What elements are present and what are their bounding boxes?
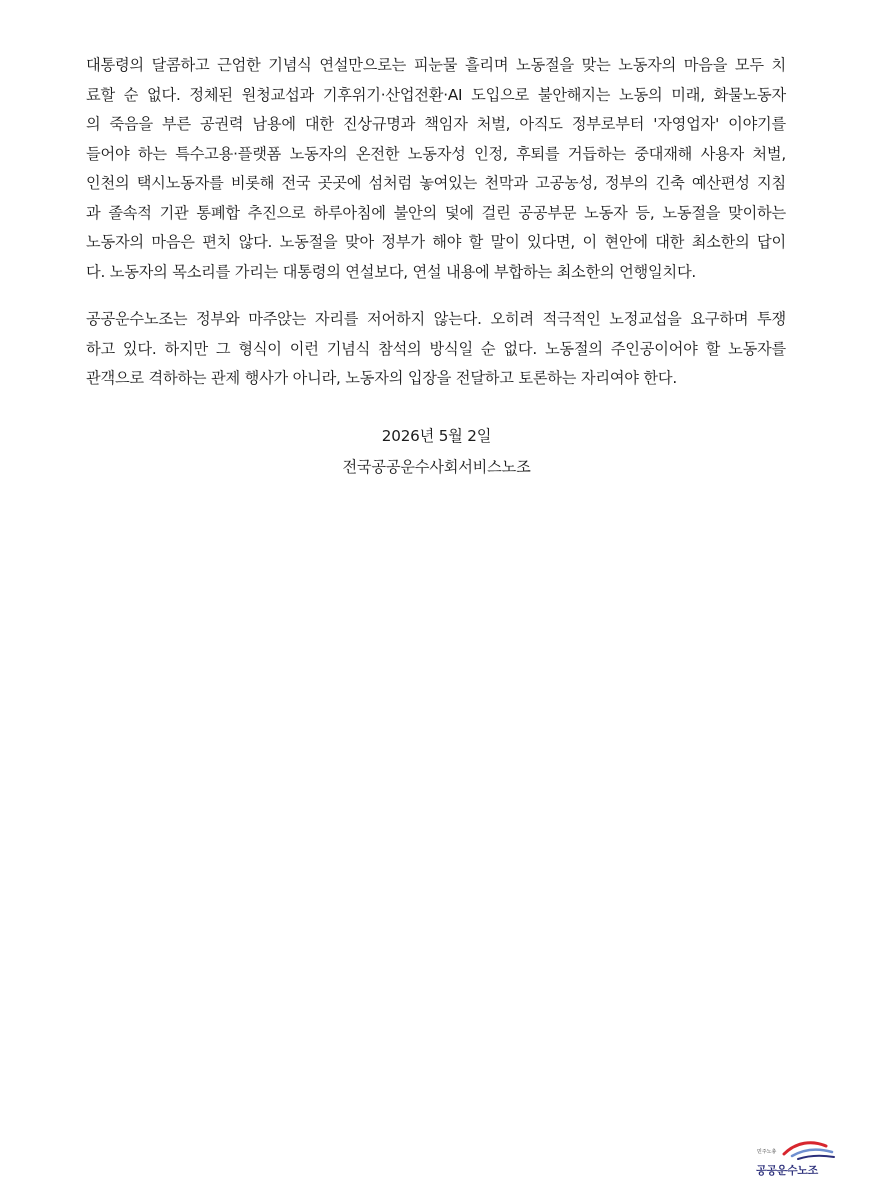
statement-date: 2026년 5월 2일 bbox=[381, 427, 492, 445]
paragraph-line: 의 죽음을 부른 공권력 남용에 대한 진상규명과 책임자 처벌, 아직도 정부로부터 '자영업자' 이야기를 bbox=[86, 115, 786, 133]
paragraph-line: 들어야 하는 특수고용·플랫폼 노동자의 온전한 노동자성 인정, 후퇴를 거듭하는 중대재해 사용자 처벌, bbox=[86, 144, 786, 163]
paragraph-line: 과 졸속적 기관 통폐합 추진으로 하루아침에 불안의 덫에 걸린 공공부문 노동자 등, 노동절을 맞이하는 bbox=[86, 203, 786, 222]
paragraph-line: 대통령의 달콤하고 근엄한 기념식 연설만으로는 피눈물 흘리며 노동절을 맞는 노동자의 마음을 모두 치 bbox=[86, 56, 786, 74]
statement-paragraph-1 bbox=[86, 51, 786, 287]
paragraph-line: 료할 순 없다. 정체된 원청교섭과 기후위기·산업전환·AI 도입으로 불안해지는 노동의 미래, 화물노동자 bbox=[86, 85, 786, 104]
paragraph-line: 인천의 택시노동자를 비롯해 전국 곳곳에 섬처럼 놓여있는 천막과 고공농성, 정부의 긴축 예산편성 지침 bbox=[86, 174, 786, 192]
paragraph-line: 노동자의 마음은 편치 않다. 노동절을 맞아 정부가 해야 할 말이 있다면, 이 현안에 대한 최소한의 답이 bbox=[86, 233, 786, 251]
paragraph-line: 하고 있다. 하지만 그 형식이 이런 기념식 참석의 방식일 순 없다. 노동절의 주인공이어야 할 노동자를 bbox=[86, 339, 786, 358]
paragraph-line: 다. 노동자의 목소리를 가리는 대통령의 연설보다, 연설 내용에 부합하는 최소한의 언행일치다. bbox=[86, 262, 697, 281]
statement-paragraph-2 bbox=[86, 305, 786, 394]
paragraph-line: 공공운수노조는 정부와 마주앉는 자리를 저어하지 않는다. 오히려 적극적인 노정교섭을 요구하며 투쟁 bbox=[86, 310, 786, 328]
organization-name: 전국공공운수사회서비스노조 bbox=[342, 458, 531, 476]
logo-subtitle: 민주노총 bbox=[757, 1149, 777, 1155]
paragraph-line: 관객으로 격하하는 관제 행사가 아니라, 노동자의 입장을 전달하고 토론하는 자리여야 한다. bbox=[86, 369, 677, 387]
logo-name: 공공운수노조 bbox=[756, 1164, 818, 1177]
union-logo bbox=[748, 1138, 840, 1182]
